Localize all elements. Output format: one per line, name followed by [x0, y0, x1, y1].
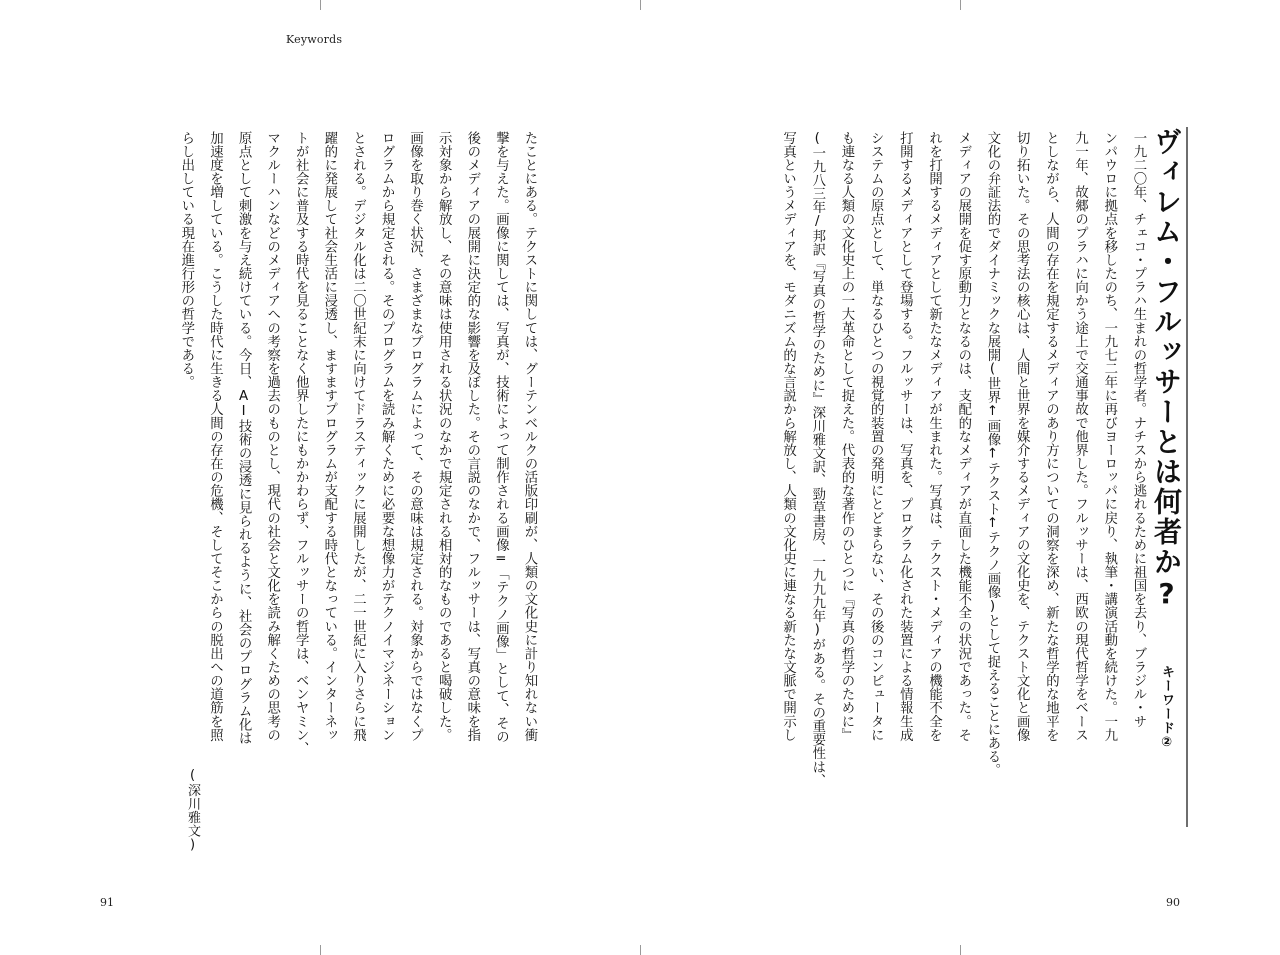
text-line: 打開するメディアとして登場する。フルッサーは、写真を、プログラム化された装置による情報生成	[897, 131, 913, 742]
text-line: ンパウロに拠点を移したのち、一九七二年に再びヨーロッパに戻り、執筆・講演活動を続けた。一九	[1101, 131, 1117, 742]
crop-mark-bottom-left	[320, 945, 321, 955]
text-line: 示対象から解放し、その意味は使用される状況のなかで規定される相対的なものであると喝破した。	[436, 131, 452, 742]
text-line: 加速度を増している。こうした時代に生きる人間の存在の危機、そしてそこからの脱出への道筋を照	[207, 131, 223, 742]
author-signature: (深川雅文)	[185, 768, 200, 853]
text-line: ログラムから規定される。そのプログラムを読み解くために必要な想像力がテクノイマジネーション	[379, 131, 395, 742]
keyword-label: キーワード②	[1159, 665, 1174, 751]
text-line: トが社会に普及する時代を見ることなく他界したにもかかわらず、フルッサーの哲学は、ベンヤミン、	[293, 131, 309, 756]
crop-mark-top-center	[640, 0, 641, 10]
text-line: 躍的に発展して社会生活に浸透し、ますますプログラムが支配する時代となっている。インターネッ	[321, 131, 337, 742]
text-line: 九一年、故郷のプラハに向かう途上で交通事故で他界した。フルッサーは、西欧の現代哲学をベース	[1072, 131, 1088, 742]
right-page-body	[773, 131, 1153, 831]
text-line: 原点として刺激を与え続けている。今日、AI技術の浸透に見られるように、社会のプログラム化は	[236, 131, 252, 745]
text-line: も連なる人類の文化史上の一大革命として捉えた。代表的な著作のひとつに『写真の哲学のために』	[838, 131, 854, 742]
text-line: 写真というメディアを、モダニズム的な言説から解放し、人類の文化史に連なる新たな文脈で開示し	[780, 131, 796, 742]
page-number-left: 91	[100, 896, 114, 909]
crop-mark-top-left	[320, 0, 321, 10]
text-line: マクルーハンなどのメディアへの考察を過去のものとし、現代の社会と文化を読み解くための思考の	[264, 131, 280, 742]
title-rule	[1186, 127, 1188, 827]
text-line: らし出している現在進行形の哲学である。	[178, 131, 194, 389]
text-line: 一九二〇年、チェコ・プラハ生まれの哲学者。ナチスから逃れるために祖国を去り、ブラジル・サ	[1131, 131, 1146, 729]
article-title: ヴィレム・フルッサーとは何者か?	[1150, 127, 1183, 612]
text-line: メディアの展開を促す原動力となるのは、支配的なメディアが直面した機能不全の状況であった。そ	[955, 131, 971, 742]
text-line: たことにある。テクストに関しては、グーテンベルクの活版印刷が、人類の文化史に計り知れない衝	[522, 131, 537, 742]
running-head: Keywords	[286, 33, 343, 46]
text-line: (一九八三年/邦訳『写真の哲学のために』深川雅文訳、勁草書房、一九九九年)がある。その重要性は、	[809, 131, 825, 788]
text-line: とされる。デジタル化は二〇世紀末に向けてドラスティックに展開したが、二一世紀に入りさらに飛	[350, 131, 366, 742]
text-line: 画像を取り巻く状況、さまざまなプログラムによって、その意味は規定される。対象からではなくプ	[407, 131, 423, 742]
text-line: 切り拓いた。その思考法の核心は、人間と世界を媒介するメディアの文化史を、テクスト文化と画像	[1014, 131, 1030, 742]
crop-mark-top-right	[960, 0, 961, 10]
text-line: 撃を与えた。画像に関しては、写真が、技術によって制作される画像=「テクノ画像」として、その	[493, 131, 509, 744]
crop-mark-bottom-right	[960, 945, 961, 955]
text-line: 文化の弁証法的でダイナミックな展開(世界↑画像↑テクスト↑テクノ画像)として捉えることにある。	[984, 131, 1000, 777]
crop-mark-bottom-center	[640, 945, 641, 955]
page-number-right: 90	[1166, 896, 1180, 909]
text-line: としながら、人間の存在を規定するメディアのあり方についての洞察を深め、新たな哲学的な地平を	[1043, 131, 1059, 742]
text-line: れを打開するメディアとして新たなメディアが生まれた。写真は、テクスト・メディアの機能不全を	[926, 131, 942, 742]
text-line: システムの原点として、単なるひとつの視覚的装置の発明にとどまらない、その後のコンピュータに	[868, 131, 884, 742]
text-line: 後のメディアの展開に決定的な影響を及ぼした。その言説のなかで、フルッサーは、写真の意味を指	[464, 131, 480, 742]
left-page-body	[171, 131, 543, 831]
